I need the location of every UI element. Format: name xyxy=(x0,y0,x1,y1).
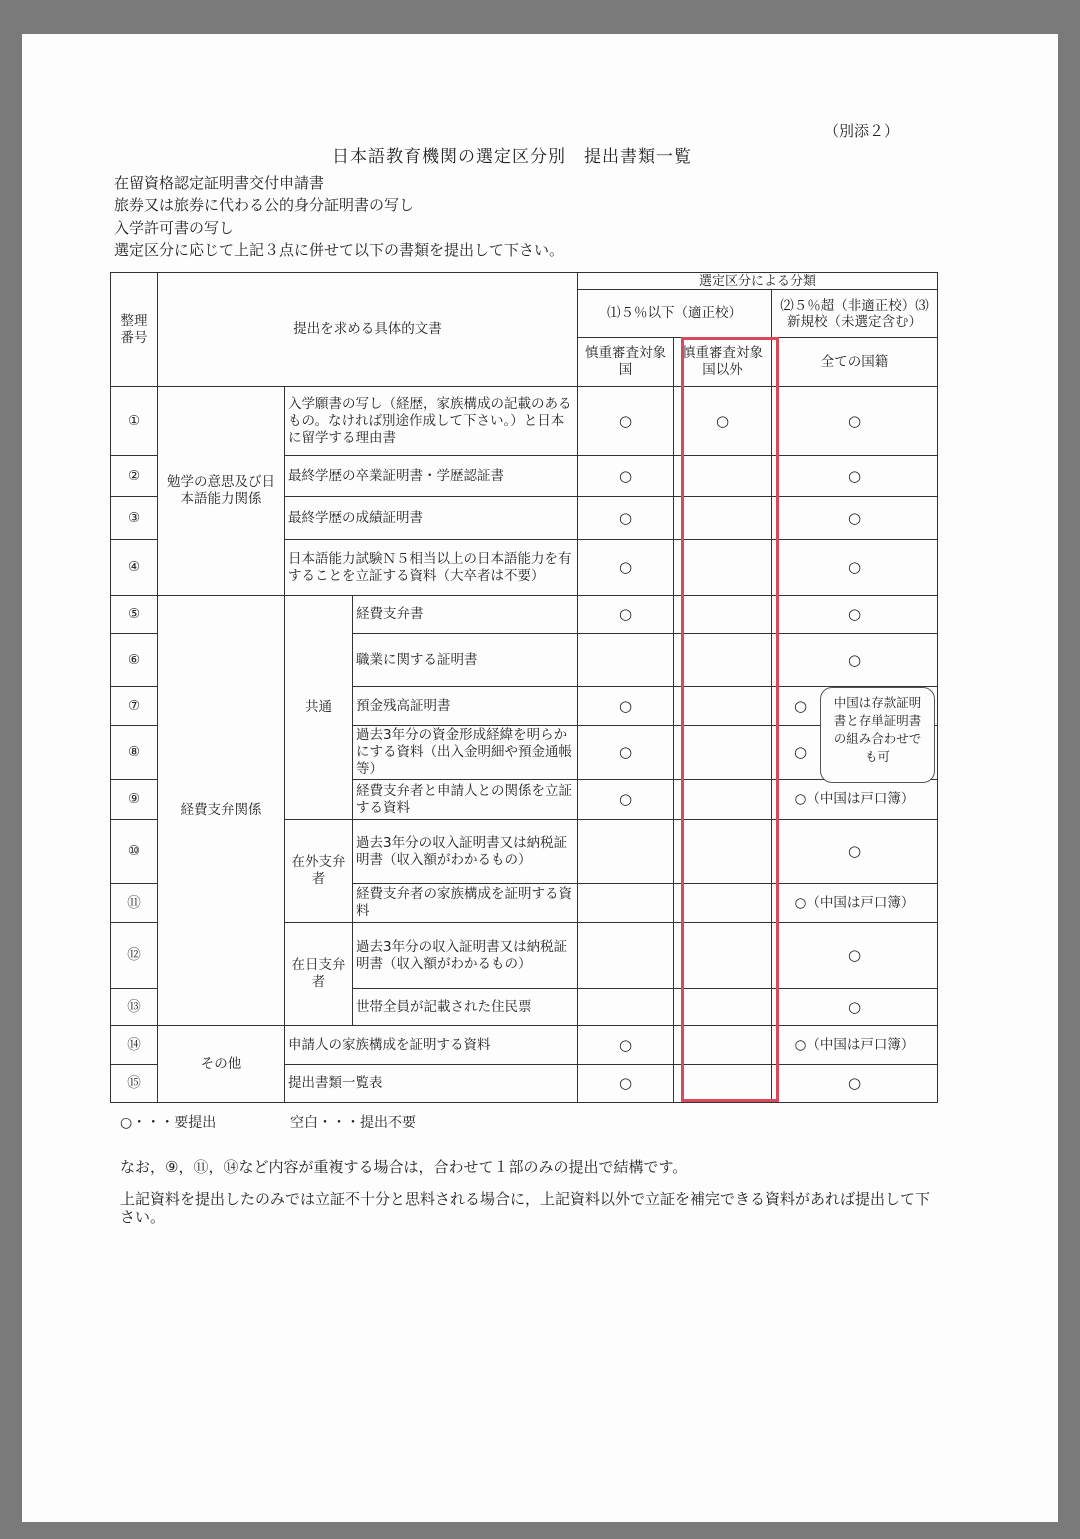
row-document: 職業に関する証明書 xyxy=(352,633,578,687)
category-expense: 経費支弁関係 xyxy=(157,595,285,1026)
row-number: ⑩ xyxy=(110,819,158,884)
row-mark-col2 xyxy=(673,455,772,497)
category-overseas: 在外支弁者 xyxy=(284,819,353,923)
row-mark-col3: ○（中国は戸口簿） xyxy=(771,1025,938,1065)
legend-required: ○・・・要提出 xyxy=(120,1115,217,1131)
row-mark-col1: ○ xyxy=(577,1025,674,1065)
row-mark-col1: ○ xyxy=(577,539,674,596)
row-mark-col2 xyxy=(673,819,772,884)
document-title: 日本語教育機関の選定区分別 提出書類一覧 xyxy=(332,147,692,167)
documents-table xyxy=(110,272,938,1106)
row-mark-col3: ○ xyxy=(771,595,938,634)
row-number: ⑧ xyxy=(110,725,158,780)
row-mark-col3: ○ xyxy=(771,1064,938,1103)
row-document: 最終学歴の成績証明書 xyxy=(284,496,578,540)
row-mark-col1: ○ xyxy=(577,779,674,820)
row-mark-col1 xyxy=(577,819,674,884)
row-mark-col2 xyxy=(673,922,772,989)
category-other: その他 xyxy=(157,1025,285,1103)
row-document: 申請人の家族構成を証明する資料 xyxy=(284,1025,578,1065)
row-number: ⑤ xyxy=(110,595,158,634)
header-group1: ⑴５％以下（適正校） xyxy=(577,289,772,338)
row-number: ⑦ xyxy=(110,686,158,726)
intro-line: 在留資格認定証明書交付申請書 xyxy=(114,174,325,192)
row-mark-col3: ○ xyxy=(771,386,938,456)
row-document: 過去3年分の収入証明書又は納税証明書（収入額がわかるもの） xyxy=(352,922,578,989)
row-mark-col3: ○ xyxy=(771,686,938,726)
row-mark-col1: ○ xyxy=(577,725,674,780)
row-mark-col3: ○ xyxy=(771,633,938,687)
row-mark-col3: ○（中国は戸口簿） xyxy=(771,779,938,820)
intro-line: 旅券又は旅券に代わる公的身分証明書の写し xyxy=(114,196,415,214)
row-mark-col2 xyxy=(673,1064,772,1103)
intro-line: 入学許可書の写し xyxy=(114,219,235,237)
header-number: 整理番号 xyxy=(110,272,158,387)
row-document: 入学願書の写し（経歴，家族構成の記載のあるもの。なければ別途作成して下さい。）と日本に留学する理由書 xyxy=(284,386,578,456)
row-number: ⑫ xyxy=(110,922,158,989)
header-documents: 提出を求める具体的文書 xyxy=(157,272,578,387)
document-page xyxy=(22,34,1058,1522)
row-number: ⑭ xyxy=(110,1025,158,1065)
row-document: 経費支弁者と申請人との関係を立証する資料 xyxy=(352,779,578,820)
row-number: ⑬ xyxy=(110,988,158,1026)
header-col2: 慎重審査対象国以外 xyxy=(673,337,772,387)
category-common: 共通 xyxy=(284,595,353,820)
row-document: 経費支弁書 xyxy=(352,595,578,634)
row-mark-col2 xyxy=(673,539,772,596)
row-mark-col1: ○ xyxy=(577,496,674,540)
category-study: 勉学の意思及び日本語能力関係 xyxy=(157,386,285,596)
row-mark-col2 xyxy=(673,633,772,687)
row-mark-col1 xyxy=(577,922,674,989)
row-document: 日本語能力試験Ｎ５相当以上の日本語能力を有することを立証する資料（大卒者は不要） xyxy=(284,539,578,596)
row-mark-col2 xyxy=(673,496,772,540)
row-mark-col2 xyxy=(673,725,772,780)
row-mark-col1 xyxy=(577,883,674,923)
intro-line: 選定区分に応じて上記３点に併せて以下の書類を提出して下さい。 xyxy=(114,241,565,259)
row-mark-col2 xyxy=(673,988,772,1026)
row-mark-col2 xyxy=(673,686,772,726)
row-number: ⑮ xyxy=(110,1064,158,1103)
header-group2: ⑵５％超（非適正校）⑶新規校（未選定含む） xyxy=(771,289,938,338)
row-mark-col3: ○ xyxy=(771,988,938,1026)
row-mark-col2 xyxy=(673,595,772,634)
china-deposit-note: 中国は存款証明書と存単証明書の組み合わせでも可 xyxy=(820,687,935,783)
row-mark-col3: ○ xyxy=(771,725,938,780)
row-number: ③ xyxy=(110,496,158,540)
attachment-label: （別添２） xyxy=(824,122,900,140)
row-mark-col2 xyxy=(673,883,772,923)
row-document: 最終学歴の卒業証明書・学歴認証書 xyxy=(284,455,578,497)
header-classification: 選定区分による分類 xyxy=(577,272,938,290)
row-mark-col2 xyxy=(673,1025,772,1065)
legend-not-required: 空白・・・提出不要 xyxy=(290,1115,416,1131)
row-number: ⑪ xyxy=(110,883,158,923)
row-mark-col3: ○ xyxy=(771,819,938,884)
row-number: ① xyxy=(110,386,158,456)
row-mark-col3: ○（中国は戸口簿） xyxy=(771,883,938,923)
row-document: 経費支弁者の家族構成を証明する資料 xyxy=(352,883,578,923)
row-mark-col3: ○ xyxy=(771,455,938,497)
row-number: ② xyxy=(110,455,158,497)
row-mark-col1: ○ xyxy=(577,386,674,456)
row-mark-col1 xyxy=(577,988,674,1026)
row-mark-col3: ○ xyxy=(771,496,938,540)
row-mark-col1: ○ xyxy=(577,595,674,634)
header-col3: 全ての国籍 xyxy=(771,337,938,387)
row-document: 提出書類一覧表 xyxy=(284,1064,578,1103)
row-mark-col2: ○ xyxy=(673,386,772,456)
row-mark-col1 xyxy=(577,633,674,687)
row-mark-col3: ○ xyxy=(771,922,938,989)
category-japan: 在日支弁者 xyxy=(284,922,353,1026)
row-mark-col1: ○ xyxy=(577,1064,674,1103)
row-document: 過去3年分の収入証明書又は納税証明書（収入額がわかるもの） xyxy=(352,819,578,884)
footnote: 上記資料を提出したのみでは立証不十分と思料される場合に，上記資料以外で立証を補完できる資料があれば提出して下さい。 xyxy=(120,1190,931,1226)
header-col1: 慎重審査対象国 xyxy=(577,337,674,387)
row-number: ④ xyxy=(110,539,158,596)
row-mark-col1: ○ xyxy=(577,686,674,726)
row-mark-col3: ○ xyxy=(771,539,938,596)
row-number: ⑥ xyxy=(110,633,158,687)
row-number: ⑨ xyxy=(110,779,158,820)
footnote: なお，⑨，⑪，⑭など内容が重複する場合は，合わせて１部のみの提出で結構です。 xyxy=(120,1158,688,1176)
row-document: 過去3年分の資金形成経緯を明らかにする資料（出入金明細や預金通帳等） xyxy=(352,725,578,780)
row-mark-col2 xyxy=(673,779,772,820)
row-mark-col1: ○ xyxy=(577,455,674,497)
row-document: 預金残高証明書 xyxy=(352,686,578,726)
row-document: 世帯全員が記載された住民票 xyxy=(352,988,578,1026)
